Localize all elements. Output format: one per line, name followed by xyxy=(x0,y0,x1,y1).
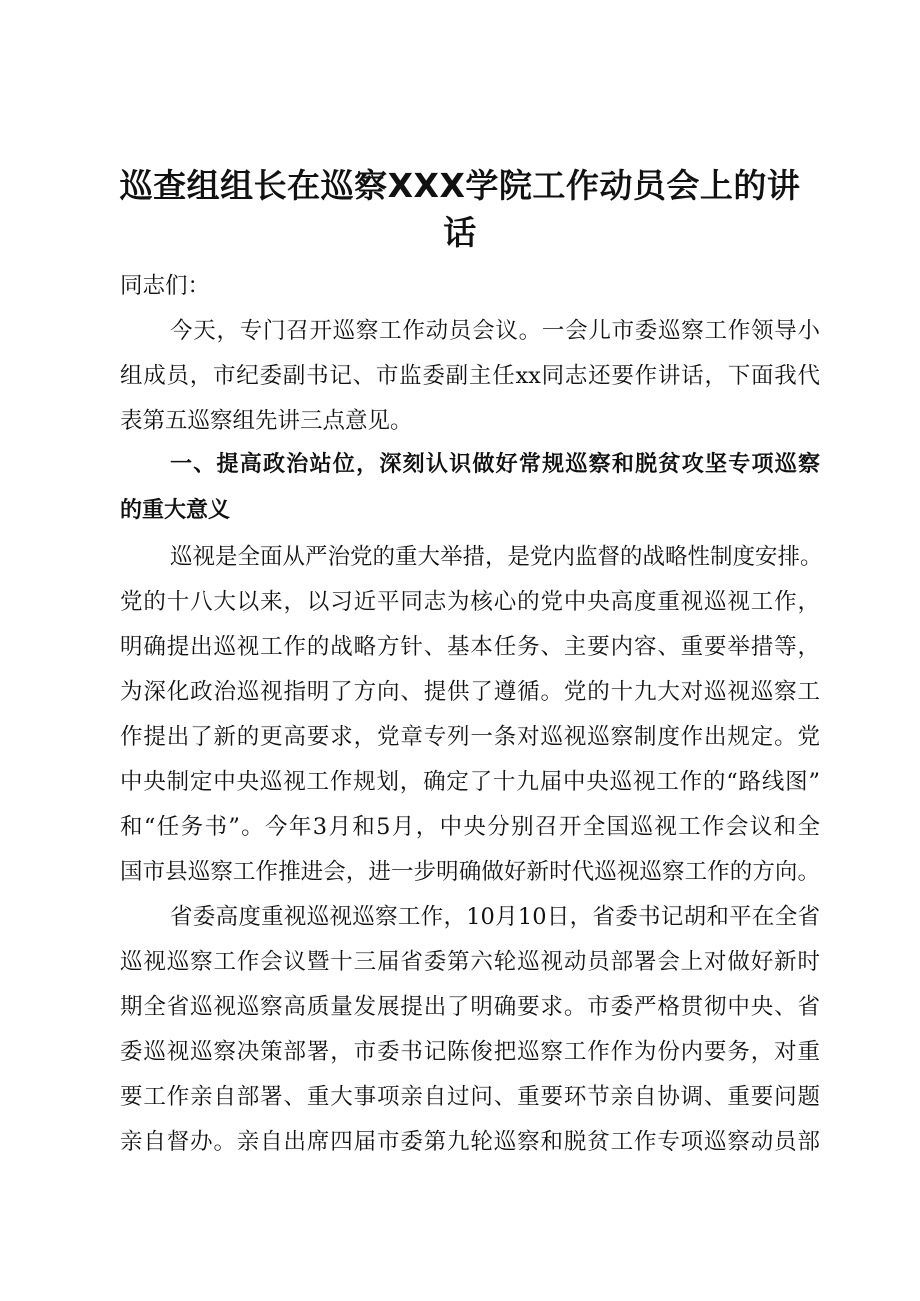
paragraph-line: 期全省巡视巡察高质量发展提出了明确要求。市委严格贯彻中央、省 xyxy=(120,994,820,1020)
paragraph-line: 巡视是全面从严治党的重大举措，是党内监督的战略性制度安排。 xyxy=(170,544,823,570)
paragraph-line: 巡视巡察工作会议暨十三届省委第六轮巡视动员部署会上对做好新时 xyxy=(120,949,820,975)
section-heading-line: 一、提高政治站位，深刻认识做好常规巡察和脱贫攻坚专项巡察 xyxy=(170,452,820,477)
paragraph-line: 作提出了新的更高要求，党章专列一条对巡视巡察制度作出规定。党 xyxy=(120,724,820,750)
document-title xyxy=(110,162,810,256)
paragraph-line: 今天，专门召开巡察工作动员会议。一会儿市委巡察工作领导小 xyxy=(170,318,820,344)
section-heading-line: 的重大意义 xyxy=(120,498,231,523)
paragraph-line: 表第五巡察组先讲三点意见。 xyxy=(120,408,413,434)
paragraph-line: 亲自督办。亲自出席四届市委第九轮巡察和脱贫工作专项巡察动员部 xyxy=(120,1129,820,1155)
paragraph-line: 委巡视巡察决策部署，市委书记陈俊把巡察工作作为份内要务，对重 xyxy=(120,1039,820,1065)
paragraph-line: 党的十八大以来，以习近平同志为核心的党中央高度重视巡视工作， xyxy=(120,589,820,615)
paragraph-line: 国市县巡察工作推进会，进一步明确做好新时代巡视巡察工作的方向。 xyxy=(120,859,820,885)
title-line-1: 巡查组组长在巡察XXX学院工作动员会上的讲 xyxy=(119,166,801,205)
paragraph-line: 省委高度重视巡视巡察工作，10月10日，省委书记胡和平在全省 xyxy=(170,904,820,930)
title-line-2: 话 xyxy=(443,213,477,252)
paragraph-line: 为深化政治巡视指明了方向、提供了遵循。党的十九大对巡视巡察工 xyxy=(120,679,820,705)
paragraph-line: 要工作亲自部署、重大事项亲自过问、重要环节亲自协调、重要问题 xyxy=(120,1084,820,1110)
paragraph-line: 明确提出巡视工作的战略方针、基本任务、主要内容、重要举措等， xyxy=(120,634,820,660)
salutation: 同志们： xyxy=(120,273,211,299)
paragraph-line: 组成员，市纪委副书记、市监委副主任xx同志还要作讲话，下面我代 xyxy=(120,363,820,389)
paragraph-line: 中央制定中央巡视工作规划，确定了十九届中央巡视工作的“路线图” xyxy=(120,769,820,795)
paragraph-line: 和“任务书”。今年3月和5月，中央分别召开全国巡视工作会议和全 xyxy=(120,814,820,840)
